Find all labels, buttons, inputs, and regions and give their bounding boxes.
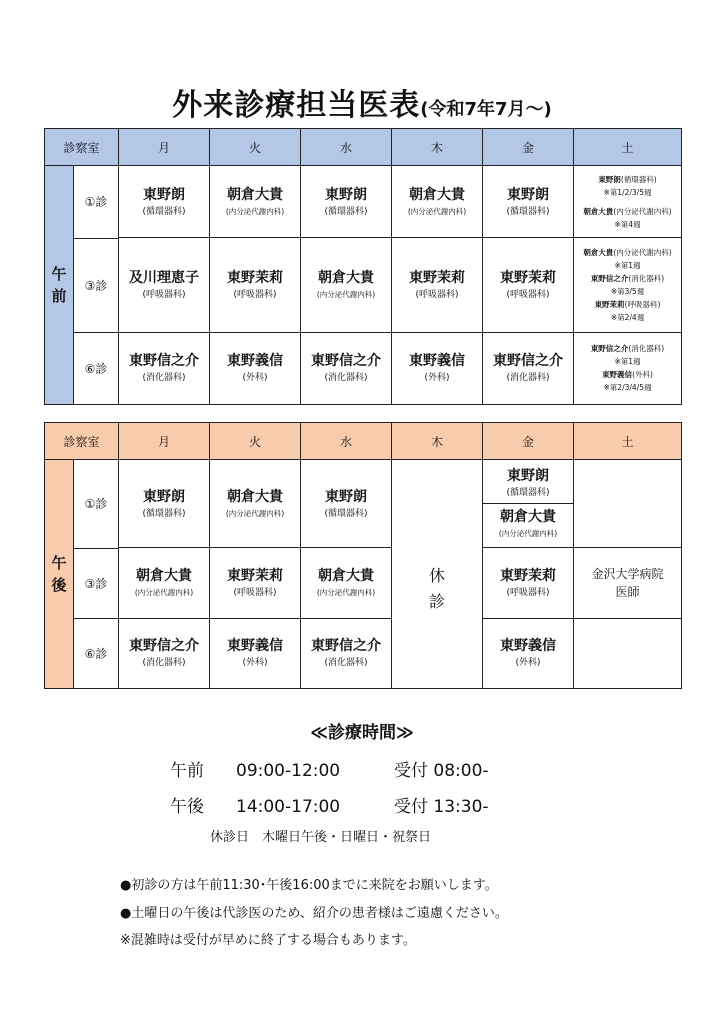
doctor-name: 東野茉莉: [500, 269, 556, 286]
afternoon-label: [45, 460, 74, 688]
header-wed: 水: [301, 423, 392, 460]
doctor-name: 朝倉大貴: [136, 568, 192, 585]
doctor-name: 東野義信: [409, 353, 465, 370]
header-room: 診察室: [45, 423, 119, 460]
room-number: ①診: [74, 460, 119, 548]
header-fri: 金: [483, 129, 574, 166]
am-time: 09:00-12:00: [236, 761, 341, 781]
saturday-doctor-name: 朝倉大貴: [583, 206, 614, 216]
header-room: 診察室: [45, 129, 119, 166]
friday-split-cell: [483, 460, 574, 548]
saturday-cell: [574, 238, 682, 332]
doctor-cell: [210, 166, 301, 238]
doctor-name: 東野朗: [325, 488, 367, 505]
doctor-cell: [301, 238, 392, 332]
department: (循環器科): [142, 206, 186, 217]
saturday-week: ※第2/4週: [610, 312, 645, 322]
doctor-name: 東野朗: [143, 488, 185, 505]
department: (呼吸器科): [506, 289, 550, 300]
saturday-doctor-dept: (消化器科): [628, 273, 665, 283]
department: (循環器科): [506, 488, 550, 499]
doctor-name: 東野義信: [227, 638, 283, 655]
morning-row: [45, 238, 682, 332]
saturday-week: ※第1/2/3/5週: [603, 187, 652, 197]
morning-label-2: 前: [51, 287, 67, 305]
substitute-hospital: 金沢大学病院: [591, 567, 664, 582]
afternoon-schedule-table: [44, 422, 682, 689]
saturday-week: ※第4週: [614, 219, 641, 229]
doctor-cell: [119, 548, 210, 618]
morning-period-cell: [45, 166, 119, 405]
afternoon-row: [45, 460, 682, 548]
department: (外科): [515, 658, 541, 669]
department: (循環器科): [324, 508, 368, 519]
saturday-doctor-name: 朝倉大貴: [583, 247, 614, 257]
doctor-cell: [483, 618, 574, 688]
saturday-week: ※第2/3/4/5週: [603, 383, 652, 393]
saturday-cell: [574, 166, 682, 238]
am-hours-line: [170, 756, 489, 781]
closed-days: 休診日 木曜日午後・日曜日・祝祭日: [210, 830, 432, 845]
department: (外科): [424, 373, 450, 384]
note-saturday: ●土曜日の午後は代診医のため、紹介の患者様はご遠慮ください。: [120, 906, 508, 921]
doctor-name: 東野朗: [325, 186, 367, 203]
header-sat: 土: [574, 423, 682, 460]
department: (呼吸器科): [233, 289, 277, 300]
saturday-doctor-line: [574, 205, 681, 218]
department: (消化器科): [142, 658, 186, 669]
afternoon-label-1: 午: [51, 554, 67, 572]
department: (消化器科): [142, 373, 186, 384]
doctor-name: 東野信之介: [129, 638, 199, 655]
saturday-substitute-cell: [574, 548, 682, 618]
saturday-doctor-dept: (循環器科): [620, 174, 657, 184]
header-thu: 木: [392, 423, 483, 460]
saturday-doctor-name: 東野信之介: [590, 273, 629, 283]
header-sat: 土: [574, 129, 682, 166]
department: (内分泌代謝内科): [134, 588, 194, 598]
doctor-cell: [483, 548, 574, 618]
saturday-doctor-name: 東野義信: [602, 370, 633, 380]
saturday-cell: [574, 332, 682, 404]
header-mon: 月: [119, 129, 210, 166]
morning-row: [45, 166, 682, 238]
doctor-cell: [301, 332, 392, 404]
saturday-doctor-name: 東野茉莉: [594, 299, 625, 309]
saturday-doctor-dept: (消化器科): [628, 344, 665, 354]
department: (循環器科): [324, 206, 368, 217]
doctor-name: 東野朗: [143, 186, 185, 203]
substitute-doctor: 医師: [615, 585, 640, 600]
afternoon-label-2: 後: [51, 576, 67, 594]
doctor-name: 朝倉大貴: [227, 488, 283, 505]
doctor-name: 東野茉莉: [227, 568, 283, 585]
saturday-doctor-line: [574, 246, 681, 259]
header-wed: 水: [301, 129, 392, 166]
doctor-name: 朝倉大貴: [409, 186, 465, 203]
doctor-name: 東野信之介: [129, 353, 199, 370]
doctor-cell: [119, 238, 210, 332]
morning-label-1: 午: [51, 265, 67, 283]
saturday-week: ※第3/5週: [610, 286, 645, 296]
doctor-cell: [210, 238, 301, 332]
doctor-cell: [483, 332, 574, 404]
saturday-doctor-line: [574, 342, 681, 355]
doctor-cell: [119, 618, 210, 688]
saturday-doctor-line: [574, 272, 681, 285]
doctor-cell: [210, 332, 301, 404]
morning-schedule-table: [44, 128, 682, 405]
title-sub: (令和7年7月～): [420, 99, 552, 120]
note-crowded: ※混雑時は受付が早めに終了する場合もあります。: [120, 933, 416, 948]
hours-title: ≪診療時間≫: [310, 723, 414, 743]
doctor-cell: [392, 332, 483, 404]
doctor-name: 東野朗: [507, 468, 549, 485]
page-title: [0, 80, 724, 124]
doctor-name: 東野茉莉: [227, 269, 283, 286]
doctor-name: 朝倉大貴: [318, 568, 374, 585]
saturday-empty-cell: [574, 460, 682, 548]
morning-label: [45, 166, 74, 404]
doctor-cell: [301, 166, 392, 238]
department: (内分泌代謝内科): [316, 588, 376, 598]
friday-doctor-bottom: [483, 504, 573, 543]
afternoon-header-row: [45, 423, 682, 460]
doctor-cell: [301, 548, 392, 618]
department: (消化器科): [506, 373, 550, 384]
morning-header-row: [45, 129, 682, 166]
doctor-name: 東野茉莉: [409, 269, 465, 286]
afternoon-row: [45, 618, 682, 688]
doctor-name: 及川理恵子: [129, 269, 199, 286]
saturday-week: ※第1週: [614, 260, 641, 270]
department: (循環器科): [142, 508, 186, 519]
doctor-cell: [392, 238, 483, 332]
department: (内分泌代謝内科): [316, 289, 376, 299]
department: (呼吸器科): [506, 588, 550, 599]
saturday-doctor-line: [574, 298, 681, 311]
department: (消化器科): [324, 658, 368, 669]
doctor-cell: [210, 618, 301, 688]
afternoon-period-cell: [45, 460, 119, 689]
header-mon: 月: [119, 423, 210, 460]
doctor-cell: [210, 460, 301, 548]
doctor-name: 東野信之介: [493, 353, 563, 370]
afternoon-row: [45, 548, 682, 618]
doctor-cell: [119, 460, 210, 548]
doctor-name: 朝倉大貴: [318, 269, 374, 286]
header-thu: 木: [392, 129, 483, 166]
saturday-week: ※第1週: [614, 357, 641, 367]
closed-char-2: 診: [428, 592, 445, 611]
saturday-doctor-dept: (呼吸器科): [624, 299, 661, 309]
department: (循環器科): [506, 206, 550, 217]
doctor-cell: [392, 166, 483, 238]
saturday-empty-cell: [574, 618, 682, 688]
department: (内分泌代謝内科): [225, 508, 285, 518]
saturday-doctor-dept: (外科): [632, 370, 653, 380]
doctor-cell: [483, 166, 574, 238]
header-tue: 火: [210, 129, 301, 166]
doctor-name: 東野信之介: [311, 638, 381, 655]
doctor-name: 朝倉大貴: [500, 509, 556, 526]
doctor-cell: [119, 166, 210, 238]
doctor-cell: [301, 618, 392, 688]
room-number: ①診: [74, 166, 119, 238]
doctor-name: 東野朗: [507, 186, 549, 203]
department: (外科): [242, 658, 268, 669]
doctor-name: 東野信之介: [311, 353, 381, 370]
doctor-name: 東野茉莉: [500, 568, 556, 585]
title-main: 外来診療担当医表: [172, 88, 421, 123]
closed-char-1: 休: [428, 566, 445, 585]
doctor-name: 東野義信: [227, 353, 283, 370]
morning-row: [45, 332, 682, 404]
saturday-doctor-line: [574, 173, 681, 186]
am-label: 午前: [170, 761, 204, 781]
department: (呼吸器科): [415, 289, 459, 300]
department: (消化器科): [324, 373, 368, 384]
header-tue: 火: [210, 423, 301, 460]
pm-hours-line: [170, 792, 489, 817]
department: (内分泌代謝内科): [407, 206, 467, 216]
department: (内分泌代謝内科): [498, 529, 558, 539]
room-number: ⑥診: [84, 646, 108, 661]
doctor-cell: [301, 460, 392, 548]
saturday-doctor-line: [574, 368, 681, 381]
doctor-cell: [210, 548, 301, 618]
pm-label: 午後: [170, 797, 204, 817]
doctor-cell: [119, 332, 210, 404]
department: (内分泌代謝内科): [225, 206, 285, 216]
am-reception: 受付 08:00-: [394, 761, 489, 781]
doctor-cell: [483, 238, 574, 332]
pm-time: 14:00-17:00: [236, 797, 341, 817]
department: (呼吸器科): [142, 289, 186, 300]
doctor-name: 朝倉大貴: [227, 186, 283, 203]
friday-doctor-top: [483, 464, 573, 504]
department: (呼吸器科): [233, 588, 277, 599]
room-number: ⑥診: [84, 361, 108, 376]
doctor-name: 東野義信: [500, 638, 556, 655]
saturday-doctor-dept: (内分泌代謝内科): [613, 206, 672, 216]
saturday-doctor-name: 東野朗: [598, 174, 621, 184]
saturday-doctor-dept: (内分泌代謝内科): [613, 247, 672, 257]
pm-reception: 受付 13:30-: [394, 797, 489, 817]
department: (外科): [242, 373, 268, 384]
thursday-closed-cell: [392, 460, 483, 689]
header-fri: 金: [483, 423, 574, 460]
saturday-doctor-name: 東野信之介: [590, 344, 629, 354]
note-first-visit: ●初診の方は午前11:30･午後16:00までに来院をお願いします。: [120, 878, 498, 893]
room-number: ③診: [74, 548, 119, 618]
room-number: ③診: [74, 238, 119, 332]
